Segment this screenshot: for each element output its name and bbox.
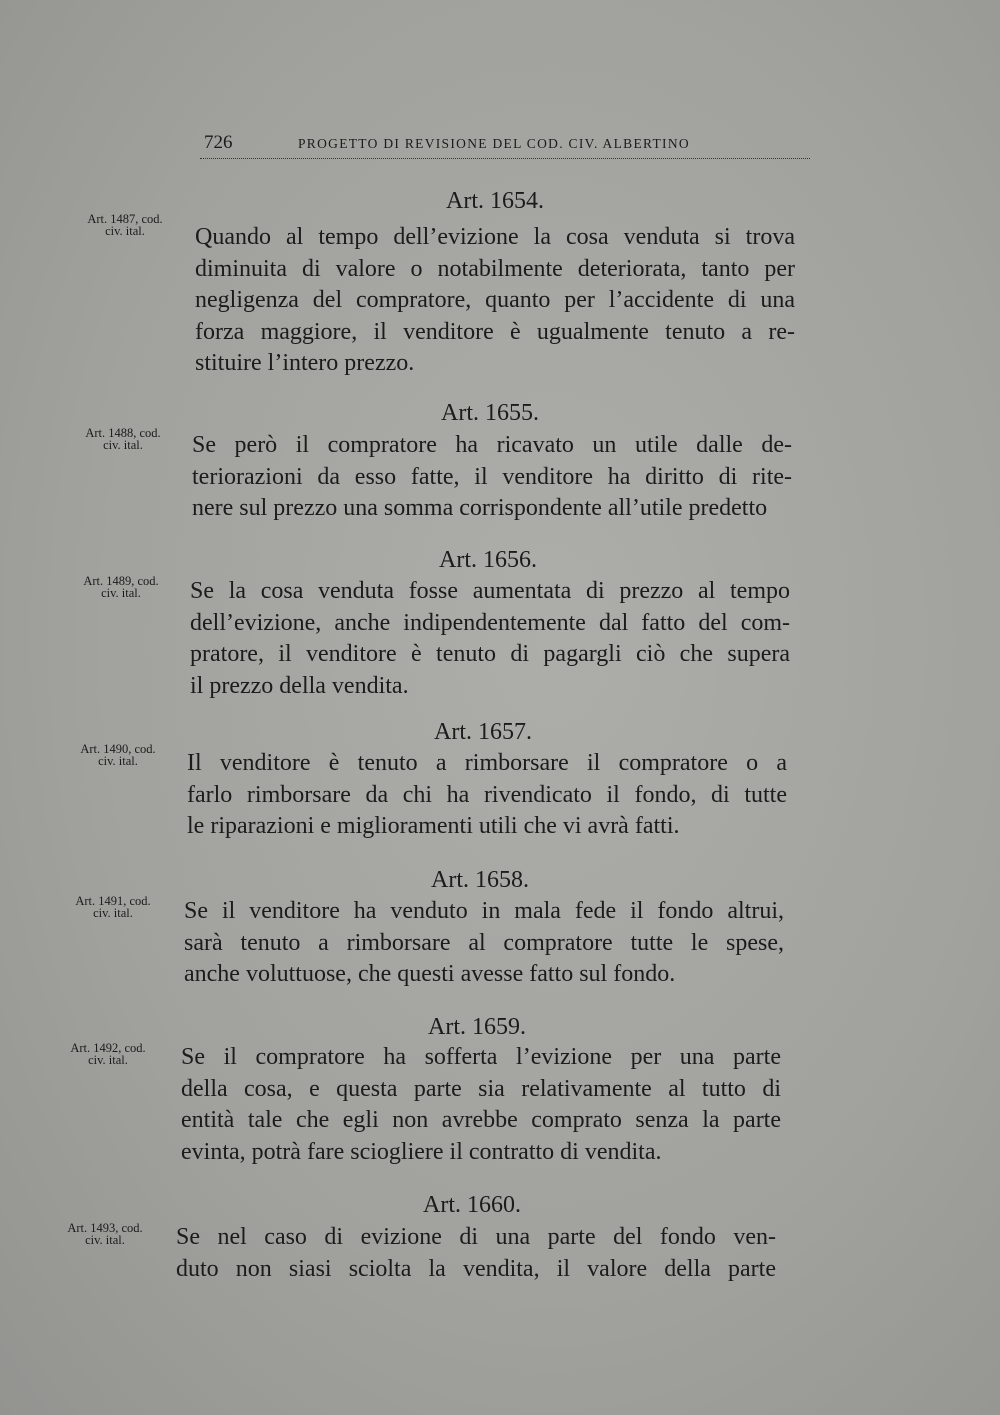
text-line: pratore, il venditore è tenuto di pagargli ciò che supera [190, 641, 790, 667]
article-body [192, 430, 792, 525]
text-line: entità tale che egli non avrebbe comprato senza la parte [181, 1107, 781, 1133]
text-line: Se però il compratore ha ricavato un utile dalle de- [192, 432, 792, 458]
article-title: Art. 1660. [423, 1192, 521, 1218]
margin-note: Art. 1488, cod. civ. ital. [85, 426, 161, 452]
article-body [176, 1222, 776, 1285]
article-title: Art. 1658. [431, 867, 529, 893]
margin-note: Art. 1487, cod. civ. ital. [87, 212, 163, 238]
text-line: nere sul prezzo una somma corrispondente all’utile predetto [192, 495, 768, 521]
text-line: anche voluttuose, che questi avesse fatto sul fondo. [184, 961, 676, 987]
page-header [200, 128, 810, 159]
page-number: 726 [204, 132, 233, 153]
text-line: stituire l’intero prezzo. [195, 350, 415, 376]
text-line: forza maggiore, il venditore è ugualmente tenuto a re- [195, 318, 795, 345]
margin-note: Art. 1490, cod. civ. ital. [80, 742, 156, 768]
text-line: farlo rimborsare da chi ha rivendicato il fondo, di tutte [187, 781, 787, 808]
text-line: Il venditore è tenuto a rimborsare il compratore o a [187, 750, 787, 776]
text-line: della cosa, e questa parte sia relativamente al tutto di [181, 1075, 781, 1102]
article-body [184, 896, 784, 991]
text-line: Se la cosa venduta fosse aumentata di prezzo al tempo [190, 578, 790, 604]
article-title: Art. 1656. [439, 547, 537, 573]
text-line: sarà tenuto a rimborsare al compratore tutte le spese, [184, 929, 784, 956]
margin-note: Art. 1489, cod. civ. ital. [83, 574, 159, 600]
article-body [190, 576, 790, 702]
text-line: le riparazioni e miglioramenti utili che vi avrà fatti. [187, 813, 680, 839]
text-line: Se il venditore ha venduto in mala fede il fondo altrui, [184, 898, 784, 924]
text-line: duto non siasi sciolta la vendita, il valore della parte [176, 1255, 776, 1282]
margin-note: Art. 1493, cod. civ. ital. [67, 1221, 143, 1247]
text-line: Quando al tempo dell’evizione la cosa venduta si trova [195, 224, 795, 250]
text-line: dell’evizione, anche indipendentemente dal fatto del com- [190, 609, 790, 636]
article-title: Art. 1659. [428, 1014, 526, 1040]
margin-note: Art. 1491, cod. civ. ital. [75, 894, 151, 920]
text-line: Se il compratore ha sofferta l’evizione per una parte [181, 1044, 781, 1070]
margin-note: Art. 1492, cod. civ. ital. [70, 1041, 146, 1067]
text-line: evinta, potrà fare sciogliere il contratto di vendita. [181, 1138, 662, 1165]
text-line: teriorazioni da esso fatte, il venditore ha diritto di rite- [192, 463, 792, 490]
article-body [195, 222, 795, 380]
text-line: diminuita di valore o notabilmente deteriorata, tanto per [195, 255, 795, 282]
article-title: Art. 1657. [434, 719, 532, 745]
article-body [181, 1042, 781, 1168]
article-body [187, 748, 787, 843]
text-line: negligenza del compratore, quanto per l’accidente di una [195, 287, 795, 313]
running-title: PROGETTO DI REVISIONE DEL COD. CIV. ALBERTINO [298, 136, 690, 151]
text-line: il prezzo della vendita. [190, 672, 409, 699]
text-line: Se nel caso di evizione di una parte del fondo ven- [176, 1224, 776, 1250]
article-title: Art. 1655. [441, 400, 539, 426]
article-title: Art. 1654. [446, 188, 544, 214]
